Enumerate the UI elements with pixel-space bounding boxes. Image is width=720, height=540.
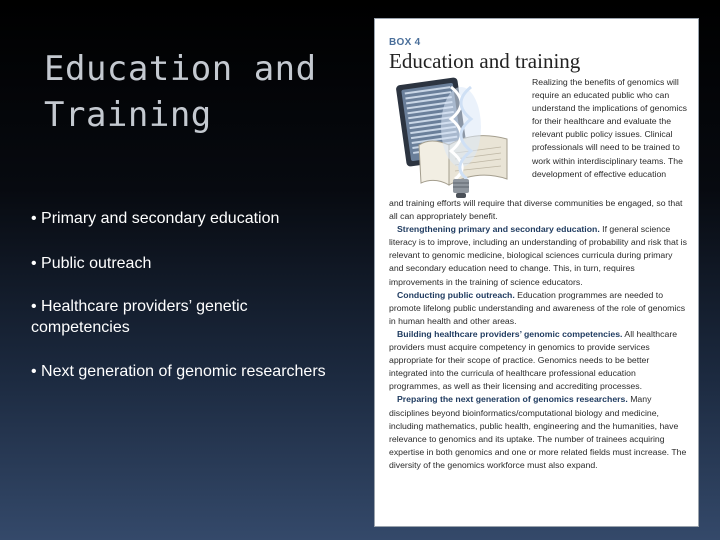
section-heading: Building healthcare providers’ genomic competencies. — [397, 328, 623, 339]
box-intro-text — [532, 76, 690, 181]
book-dna-lightbulb-illustration — [389, 75, 529, 207]
bullet-public-outreach: • Public outreach — [31, 255, 152, 272]
section-heading: Preparing the next generation of genomics researchers. — [397, 394, 628, 405]
section-primary-secondary — [389, 223, 689, 288]
section-body: All healthcare providers must acquire competency in genomics to provide services appropriate for their scope of practice. Genomics needs to be better integrated into the curricula of healthcare professional education programmes, as well as their licensing and accrediting processes. — [389, 328, 678, 392]
section-body: Education programmes are needed to promote lifelong public understanding and awareness of the role of genomics in human health and other areas. — [389, 289, 686, 326]
section-heading: Conducting public outreach. — [397, 289, 515, 300]
bullet-next-generation: • Next generation of genomic researchers — [31, 363, 326, 380]
slide-title-line-1: Education and — [44, 49, 317, 89]
bullet-healthcare-providers: • Healthcare providers’ genetic competencies — [31, 298, 248, 336]
intro-paragraph: Realizing the benefits of genomics will require an educated public who can understand the implications of genomics for their healthcare and evaluate the relevant public policy issues. Clinical professionals will need to be trained to work within interdisciplinary teams. The development of effective education — [532, 77, 688, 179]
slide-title — [44, 46, 354, 138]
article-box-image — [374, 18, 699, 527]
box-body-text — [389, 197, 689, 472]
section-healthcare-providers — [389, 328, 689, 393]
section-body: If general science literacy is to improve, including an understanding of probability and risk that is relevant to genomic medicine, biological sciences curricula during primary and secondary education need to change. This, in turn, requires improvements in the training of science educators. — [389, 224, 687, 287]
box-title: Education and training — [389, 49, 581, 73]
section-body: Many disciplines beyond bioinformatics/computational biology and medicine, including mathematics, public health, engineering and the humanities, have relevance to genomics and its uptake. The number of trainees acquiring expertise in both genomics and one or more related fields must increase. The diversity of the genomics workforce must also expand. — [389, 394, 687, 470]
section-next-generation — [389, 393, 689, 472]
slide-title-line-2: Training — [44, 95, 212, 135]
intro-continued: and training efforts will require that diverse communities be engaged, so that all can appropriately benefit. — [389, 198, 683, 222]
section-public-outreach — [389, 289, 689, 328]
box-label: BOX 4 — [389, 37, 421, 48]
bullet-primary-secondary-education: • Primary and secondary education — [31, 210, 280, 227]
section-heading: Strengthening primary and secondary education. — [397, 224, 600, 235]
